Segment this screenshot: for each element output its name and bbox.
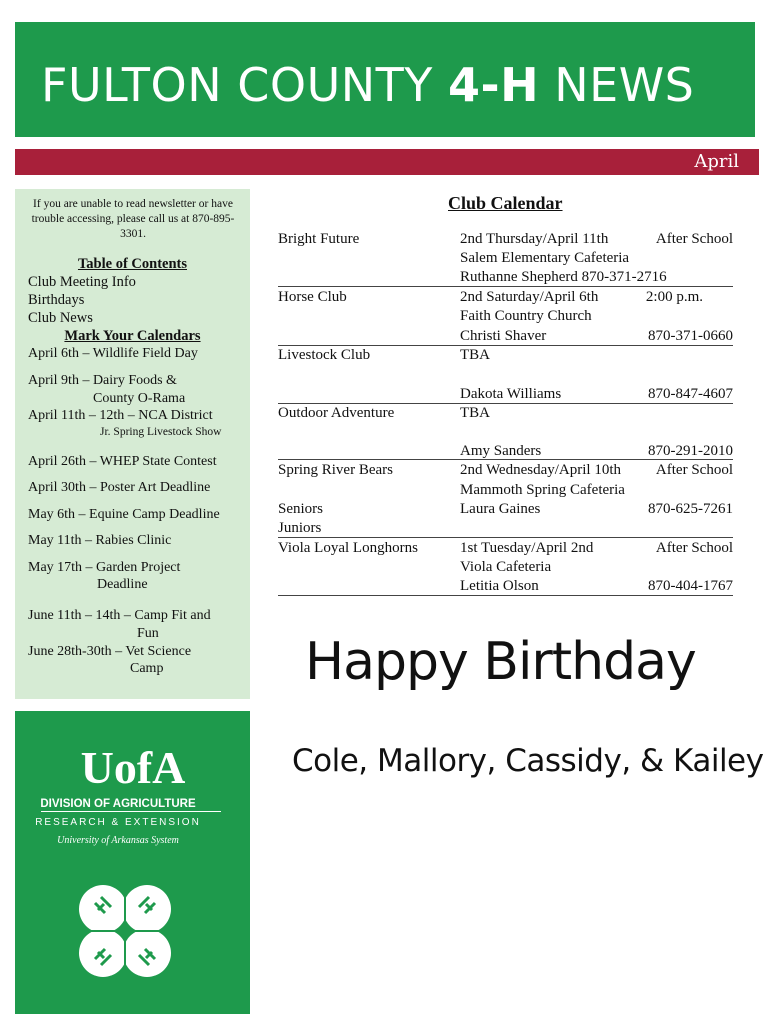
divider — [278, 345, 733, 346]
club-contact: Dakota Williams — [460, 386, 562, 402]
meeting-date: 2nd Wednesday/April 10th — [460, 462, 621, 478]
event-item-cont: Jr. Spring Livestock Show — [100, 426, 222, 438]
contact-phone: 870-847-4607 — [648, 386, 733, 402]
event-item: May 17th – Garden Project — [28, 560, 181, 575]
club-name: Seniors — [278, 501, 323, 517]
division-line: DIVISION OF AGRICULTURE — [40, 798, 196, 810]
uofa-4h-logo — [15, 711, 250, 1014]
meeting-date: 2nd Thursday/April 11th — [460, 231, 609, 247]
event-item-cont: County O-Rama — [93, 391, 186, 406]
event-item-cont: Fun — [137, 626, 159, 641]
event-item: June 11th – 14th – Camp Fit and — [28, 608, 211, 623]
meeting-date: TBA — [460, 347, 490, 363]
event-item: June 28th-30th – Vet Science — [28, 644, 192, 659]
toc-title: Table of Contents — [77, 256, 188, 272]
month-bar — [15, 149, 759, 175]
club-contact: Amy Sanders — [460, 443, 542, 459]
birthday-names: Cole, Mallory, Cassidy, & Kailey — [292, 743, 764, 779]
club-name: Outdoor Adventure — [278, 405, 395, 421]
contact-phone: 870-404-1767 — [648, 578, 733, 594]
meeting-time: 2:00 p.m. — [645, 289, 703, 305]
meeting-location: Viola Cafeteria — [460, 559, 552, 575]
research-line: RESEARCH & EXTENSION — [35, 817, 201, 828]
club-calendar-title: Club Calendar — [448, 193, 563, 213]
event-item: April 6th – Wildlife Field Day — [28, 346, 198, 361]
sidebar — [15, 189, 250, 699]
contact-phone: 870-625-7261 — [648, 501, 733, 517]
header-banner — [15, 22, 755, 137]
toc-item[interactable]: Birthdays — [28, 292, 85, 308]
club-name: Viola Loyal Longhorns — [278, 540, 418, 556]
contact-phone: 870-371-0660 — [648, 328, 733, 344]
club-name: Livestock Club — [278, 347, 371, 363]
system-line: University of Arkansas System — [57, 835, 179, 846]
club-contact: Ruthanne Shepherd 870-371-2716 — [460, 269, 667, 285]
divider — [278, 403, 733, 404]
month-label: April — [694, 151, 739, 172]
meeting-location: Mammoth Spring Cafeteria — [460, 482, 625, 498]
club-name: Spring River Bears — [278, 462, 393, 478]
event-item-cont: Camp — [130, 661, 164, 676]
club-name: Horse Club — [278, 289, 347, 305]
meeting-time: After School — [655, 231, 733, 247]
event-item: May 11th – Rabies Clinic — [28, 533, 172, 548]
event-item: May 6th – Equine Camp Deadline — [28, 507, 220, 522]
club-contact: Letitia Olson — [460, 578, 539, 594]
clover-icon — [79, 885, 171, 977]
birthday-heading: Happy Birthday — [305, 632, 696, 692]
toc-item[interactable]: Club Meeting Info — [28, 274, 136, 290]
club-name: Juniors — [278, 520, 322, 536]
toc-item[interactable]: Club News — [28, 310, 93, 326]
meeting-date: TBA — [460, 405, 490, 421]
event-item: April 11th – 12th – NCA District — [28, 408, 213, 423]
contact-notice: If you are unable to read newsletter or have trouble accessing, please call us at 870-895-3301. — [31, 198, 235, 240]
club-contact: Laura Gaines — [460, 501, 541, 517]
extension-logo-box — [15, 711, 250, 1014]
divider — [278, 595, 733, 596]
event-item-cont: Deadline — [97, 577, 148, 592]
meeting-location: Salem Elementary Cafeteria — [460, 250, 630, 266]
meeting-date: 2nd Saturday/April 6th — [460, 289, 599, 305]
divider — [278, 537, 733, 538]
contact-phone: 870-291-2010 — [648, 443, 733, 459]
meeting-location: Faith Country Church — [460, 308, 592, 324]
event-item: April 9th – Dairy Foods & — [28, 373, 177, 388]
club-contact: Christi Shaver — [460, 328, 547, 344]
divider — [278, 459, 733, 460]
divider — [278, 286, 733, 287]
meeting-time: After School — [655, 462, 733, 478]
newsletter-title: FULTON COUNTY 4-H NEWS — [41, 58, 695, 112]
event-item: April 30th – Poster Art Deadline — [28, 480, 211, 495]
mark-calendars-title: Mark Your Calendars — [64, 328, 201, 344]
club-name: Bright Future — [278, 231, 360, 247]
meeting-time: After School — [655, 540, 733, 556]
event-item: April 26th – WHEP State Contest — [28, 454, 217, 469]
uofa-wordmark: UofA — [80, 742, 186, 793]
meeting-date: 1st Tuesday/April 2nd — [460, 540, 594, 556]
